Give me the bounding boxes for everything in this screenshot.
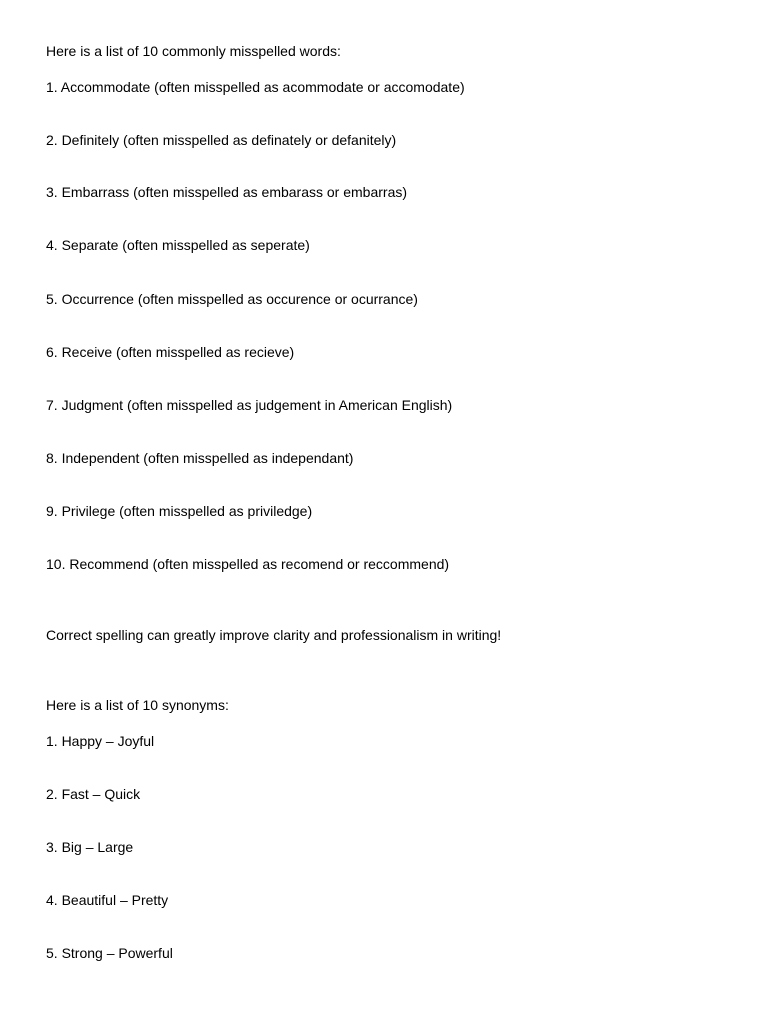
misspelled-item-7: 7. Judgment (often misspelled as judgement in American English) [46,397,453,413]
synonym-item-5: 5. Strong – Powerful [46,945,173,961]
misspelled-item-1: 1. Accommodate (often misspelled as acommodate or accomodate) [46,79,465,95]
misspelled-item-9: 9. Privilege (often misspelled as priviledge) [46,503,313,519]
synonym-item-1: 1. Happy – Joyful [46,733,155,749]
synonym-item-3: 3. Big – Large [46,839,134,855]
misspelled-item-10: 10. Recommend (often misspelled as recomend or reccommend) [46,556,450,572]
misspelled-item-3: 3. Embarrass (often misspelled as embarass or embarras) [46,184,408,200]
misspelled-item-6: 6. Receive (often misspelled as recieve) [46,344,295,360]
synonym-item-4: 4. Beautiful – Pretty [46,892,169,908]
misspelled-item-5: 5. Occurrence (often misspelled as occurence or ocurrance) [46,291,418,307]
misspelled-item-2: 2. Definitely (often misspelled as definately or defanitely) [46,132,397,148]
misspelled-intro: Here is a list of 10 commonly misspelled words: [46,43,341,59]
synonyms-intro: Here is a list of 10 synonyms: [46,697,229,713]
synonym-item-2: 2. Fast – Quick [46,786,141,802]
misspelled-item-4: 4. Separate (often misspelled as seperate) [46,237,310,253]
misspelled-item-8: 8. Independent (often misspelled as independant) [46,450,354,466]
misspelled-closing: Correct spelling can greatly improve clarity and professionalism in writing! [46,627,502,643]
